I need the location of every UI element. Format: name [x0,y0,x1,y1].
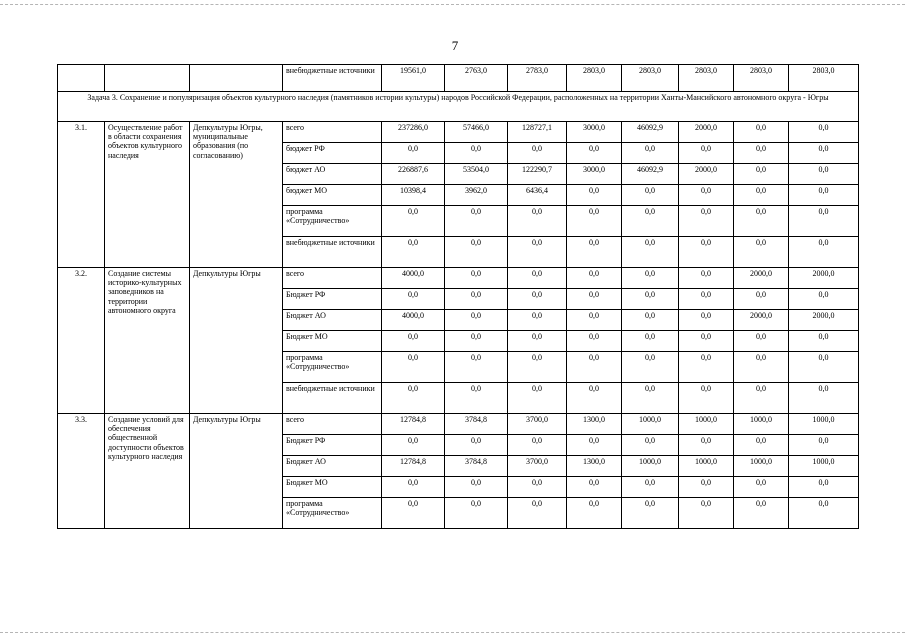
value-cell: 0,0 [734,477,789,498]
value-cell: 0,0 [622,143,679,164]
value-cell: 0,0 [445,498,508,529]
value-cell: 0,0 [508,237,567,268]
table-row [58,268,859,289]
value-cell: 0,0 [679,185,734,206]
value-cell: 0,0 [679,143,734,164]
value-cell: 0,0 [734,435,789,456]
value-cell: 0,0 [622,310,679,331]
value-cell: 0,0 [789,331,859,352]
measure-executor: Депкультуры Югры [190,414,283,529]
value-cell: 0,0 [382,331,445,352]
value-cell: 0,0 [679,477,734,498]
value-cell: 0,0 [445,143,508,164]
value-cell: 57466,0 [445,122,508,143]
value-cell: 0,0 [734,289,789,310]
value-cell: 0,0 [567,185,622,206]
value-cell: 122290,7 [508,164,567,185]
value-cell: 0,0 [679,310,734,331]
funding-source: программа «Сотрудничество» [283,352,382,383]
funding-source: Бюджет МО [283,331,382,352]
value-cell: 12784,8 [382,414,445,435]
scan-edge-bottom [0,632,905,634]
value-cell: 0,0 [734,185,789,206]
measure-number: 3.1. [58,122,105,268]
funding-source: бюджет МО [283,185,382,206]
value-cell: 0,0 [382,498,445,529]
value-cell: 0,0 [622,268,679,289]
value-cell: 0,0 [622,206,679,237]
value-cell: 0,0 [734,122,789,143]
value-cell: 0,0 [734,498,789,529]
value-cell: 0,0 [789,477,859,498]
value-cell: 1000,0 [679,414,734,435]
value-cell: 3784,8 [445,414,508,435]
executor-cell [190,65,283,92]
measure-name-cell [105,65,190,92]
value-cell: 0,0 [789,498,859,529]
funding-source: программа «Сотрудничество» [283,206,382,237]
funding-source: бюджет АО [283,164,382,185]
value-cell: 0,0 [622,289,679,310]
value-cell: 0,0 [567,268,622,289]
value-cell: 0,0 [567,143,622,164]
value-cell: 1300,0 [567,456,622,477]
value-cell: 3784,8 [445,456,508,477]
value-cell: 2000,0 [679,122,734,143]
measure-executor: Депкультуры Югры, муниципальные образования (по согласованию) [190,122,283,268]
value-cell: 2803,0 [622,65,679,92]
funding-source: внебюджетные источники [283,383,382,414]
table-row [58,414,859,435]
value-cell: 0,0 [567,206,622,237]
value-cell: 3962,0 [445,185,508,206]
value-cell: 1000,0 [734,414,789,435]
value-cell: 2000,0 [734,310,789,331]
value-cell: 0,0 [382,237,445,268]
value-cell: 1000,0 [622,414,679,435]
value-cell: 0,0 [508,206,567,237]
value-cell: 0,0 [622,435,679,456]
value-cell: 0,0 [567,477,622,498]
value-cell: 0,0 [567,310,622,331]
value-cell: 0,0 [382,352,445,383]
value-cell: 3700,0 [508,456,567,477]
value-cell: 2803,0 [567,65,622,92]
funding-source: всего [283,122,382,143]
measure-number-cell [58,65,105,92]
value-cell: 0,0 [445,331,508,352]
value-cell: 3000,0 [567,164,622,185]
value-cell: 0,0 [508,289,567,310]
budget-table [57,64,859,529]
value-cell: 0,0 [679,268,734,289]
measure-name: Осуществление работ в области сохранения объектов культурного наследия [105,122,190,268]
value-cell: 0,0 [382,383,445,414]
value-cell: 0,0 [567,289,622,310]
measure-number: 3.3. [58,414,105,529]
value-cell: 0,0 [789,164,859,185]
value-cell: 0,0 [508,268,567,289]
value-cell: 3000,0 [567,122,622,143]
value-cell: 0,0 [734,206,789,237]
value-cell: 0,0 [622,331,679,352]
funding-source: всего [283,414,382,435]
value-cell: 0,0 [382,206,445,237]
value-cell: 0,0 [789,237,859,268]
value-cell: 226887,6 [382,164,445,185]
value-cell: 0,0 [789,352,859,383]
value-cell: 0,0 [567,352,622,383]
value-cell: 128727,1 [508,122,567,143]
value-cell: 0,0 [789,206,859,237]
value-cell: 2763,0 [445,65,508,92]
funding-source: программа «Сотрудничество» [283,498,382,529]
table-body [58,65,859,529]
measure-name: Создание условий для обеспечения общественной доступности объектов культурного наследия [105,414,190,529]
value-cell: 0,0 [567,331,622,352]
value-cell: 46092,9 [622,164,679,185]
value-cell: 1000,0 [789,456,859,477]
funding-source: Бюджет АО [283,456,382,477]
page-number: 7 [451,38,459,53]
value-cell: 2000,0 [789,310,859,331]
value-cell: 0,0 [382,477,445,498]
value-cell: 19561,0 [382,65,445,92]
value-cell: 2783,0 [508,65,567,92]
value-cell: 0,0 [445,268,508,289]
value-cell: 0,0 [445,206,508,237]
value-cell: 12784,8 [382,456,445,477]
value-cell: 0,0 [679,352,734,383]
value-cell: 1000,0 [622,456,679,477]
value-cell: 0,0 [789,143,859,164]
value-cell: 0,0 [445,310,508,331]
task-heading: Задача 3. Сохранение и популяризация объектов культурного наследия (памятников истории культуры) народов Российской Федерации, расположенных на территории Ханты-Мансийского автономного округа - Югры [58,92,859,122]
value-cell: 0,0 [622,237,679,268]
value-cell: 0,0 [789,289,859,310]
value-cell: 0,0 [382,289,445,310]
measure-number: 3.2. [58,268,105,414]
value-cell: 0,0 [679,383,734,414]
value-cell: 6436,4 [508,185,567,206]
value-cell: 2000,0 [734,268,789,289]
value-cell: 10398,4 [382,185,445,206]
measure-executor: Депкультуры Югры [190,268,283,414]
value-cell: 2000,0 [679,164,734,185]
value-cell: 0,0 [679,206,734,237]
value-cell: 0,0 [445,383,508,414]
value-cell: 0,0 [734,237,789,268]
value-cell: 0,0 [679,331,734,352]
value-cell: 0,0 [734,352,789,383]
value-cell: 0,0 [508,331,567,352]
value-cell: 0,0 [508,143,567,164]
value-cell: 2803,0 [679,65,734,92]
value-cell: 0,0 [567,237,622,268]
value-cell: 0,0 [622,498,679,529]
value-cell: 0,0 [789,435,859,456]
value-cell: 0,0 [508,383,567,414]
value-cell: 0,0 [622,477,679,498]
value-cell: 237286,0 [382,122,445,143]
funding-source: Бюджет МО [283,477,382,498]
value-cell: 3700,0 [508,414,567,435]
value-cell: 1300,0 [567,414,622,435]
funding-source: всего [283,268,382,289]
value-cell: 0,0 [734,143,789,164]
value-cell: 0,0 [567,383,622,414]
funding-source: Бюджет РФ [283,289,382,310]
table-row [58,122,859,143]
value-cell: 0,0 [622,383,679,414]
value-cell: 0,0 [508,352,567,383]
value-cell: 0,0 [679,435,734,456]
value-cell: 0,0 [567,435,622,456]
value-cell: 4000,0 [382,268,445,289]
value-cell: 2000,0 [789,268,859,289]
value-cell: 0,0 [789,185,859,206]
value-cell: 53504,0 [445,164,508,185]
value-cell: 0,0 [508,477,567,498]
value-cell: 1000,0 [789,414,859,435]
value-cell: 0,0 [622,185,679,206]
scan-edge-top [0,4,905,6]
value-cell: 0,0 [445,477,508,498]
value-cell: 2803,0 [789,65,859,92]
value-cell: 0,0 [445,435,508,456]
value-cell: 0,0 [445,289,508,310]
value-cell: 0,0 [789,122,859,143]
funding-source: Бюджет РФ [283,435,382,456]
value-cell: 0,0 [508,435,567,456]
table-row [58,65,859,92]
value-cell: 0,0 [679,289,734,310]
value-cell: 0,0 [508,498,567,529]
value-cell: 46092,9 [622,122,679,143]
value-cell: 0,0 [622,352,679,383]
value-cell: 0,0 [382,143,445,164]
value-cell: 2803,0 [734,65,789,92]
value-cell: 0,0 [508,310,567,331]
value-cell: 0,0 [734,331,789,352]
measure-name: Создание системы историко-культурных заповедников на территории автономного округа [105,268,190,414]
value-cell: 0,0 [734,383,789,414]
value-cell: 0,0 [679,498,734,529]
value-cell: 0,0 [445,237,508,268]
value-cell: 1000,0 [679,456,734,477]
value-cell: 0,0 [567,498,622,529]
value-cell: 4000,0 [382,310,445,331]
value-cell: 0,0 [679,237,734,268]
funding-source: бюджет РФ [283,143,382,164]
value-cell: 0,0 [734,164,789,185]
value-cell: 1000,0 [734,456,789,477]
task-heading-row [58,92,859,122]
funding-source: внебюджетные источники [283,237,382,268]
funding-source: Бюджет АО [283,310,382,331]
value-cell: 0,0 [789,383,859,414]
funding-source-cell: внебюджетные источники [283,65,382,92]
value-cell: 0,0 [382,435,445,456]
value-cell: 0,0 [445,352,508,383]
